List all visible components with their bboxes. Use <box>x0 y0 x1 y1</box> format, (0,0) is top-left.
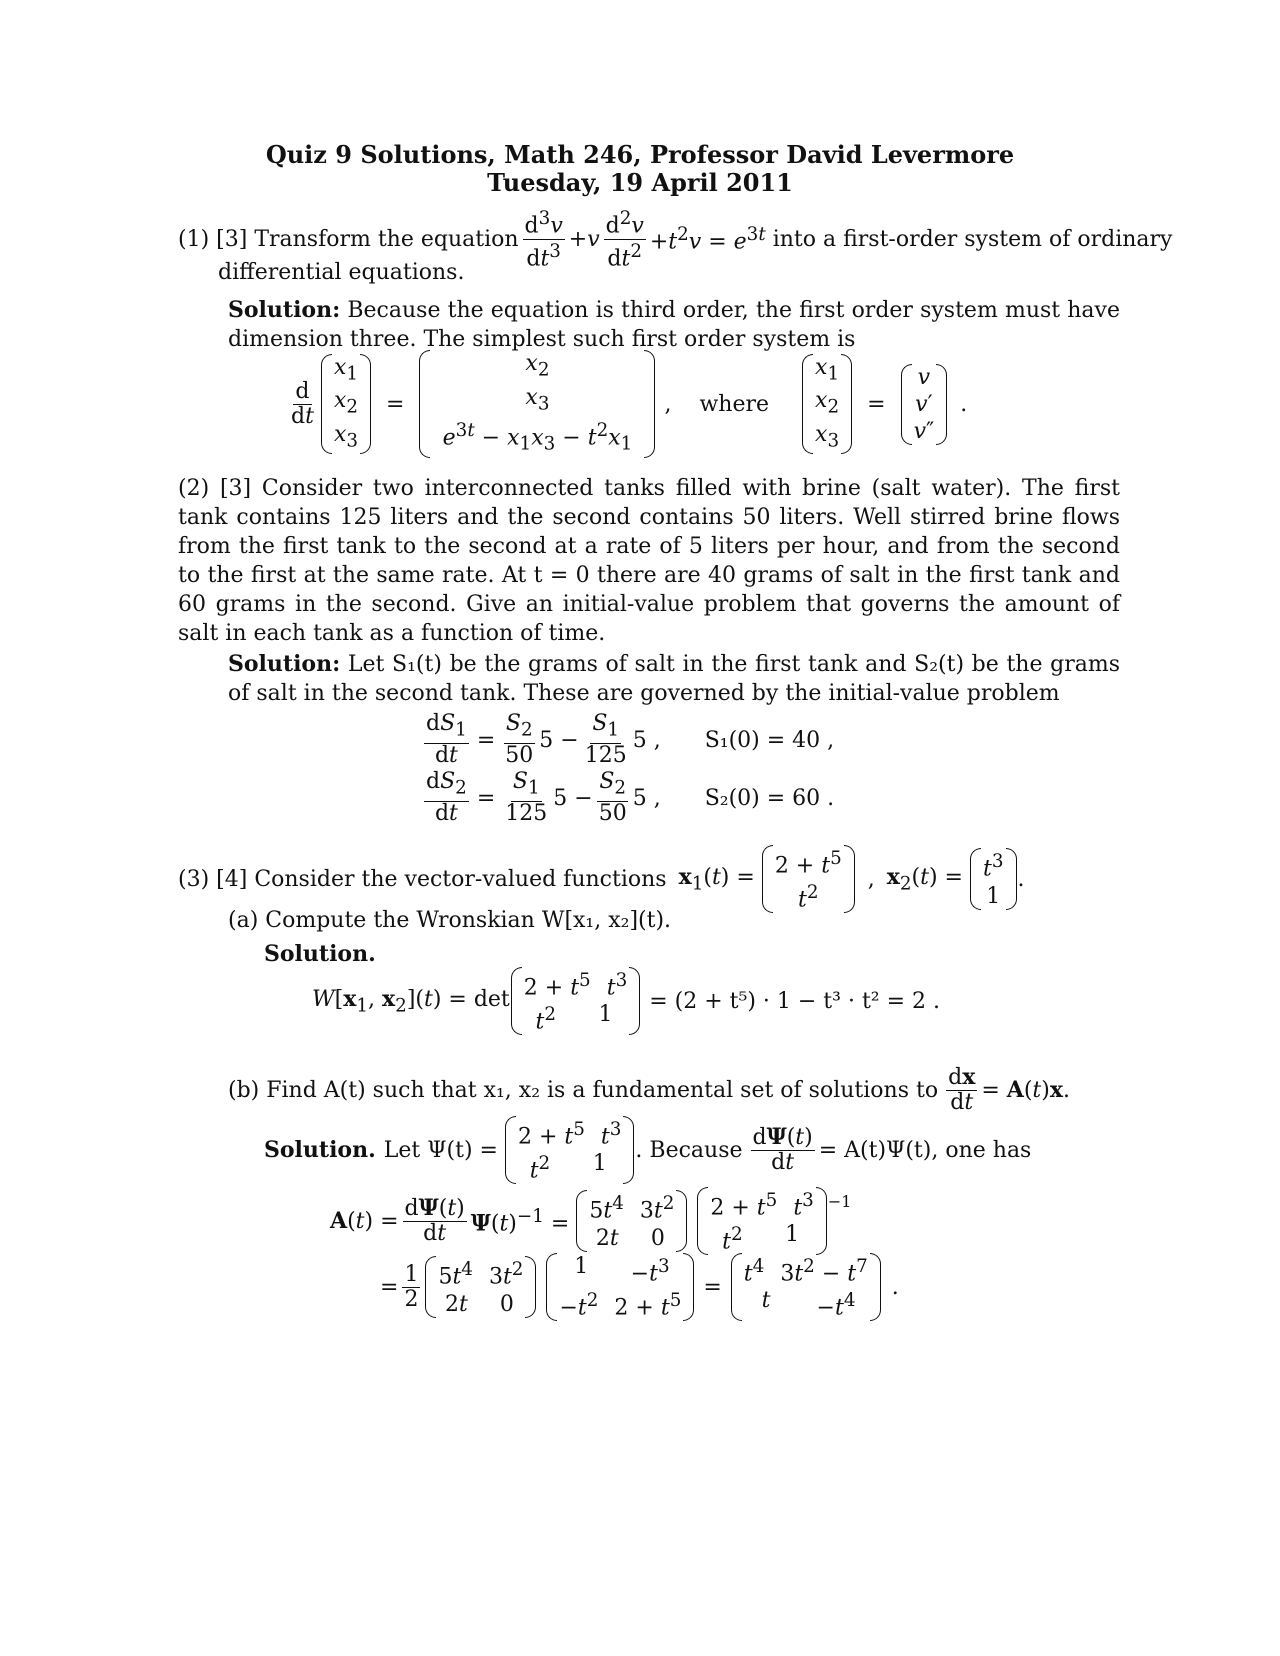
part-b-solution: Solution. <box>264 1137 376 1163</box>
first-order-system: $\frac{d}{dt}$ $x_1$ $x_2$ $x_3$ = $x_2$ $x_3$ $e^{3t} - x_1x_3 - t^2x_1$ , where $x_1$ $x_2$ $x_3$ = v v′ v″ . <box>285 360 967 448</box>
third-derivative: $\frac{d^3v}{dt^3}$ <box>524 208 563 271</box>
vector-v: v v′ v″ <box>900 364 949 445</box>
solution-text: Let S₁(t) be the grams of salt in the first tank and S₂(t) be the grams of salt in the second tank. These are governed by the initial-value problem <box>228 652 1120 706</box>
part-b: (b) Find A(t) such that x₁, x₂ is a fundamental set of solutions to <box>228 1077 939 1103</box>
page-title: Quiz 9 Solutions, Math 246, Professor David Levermore <box>265 140 1015 169</box>
part-a-solution: Solution. <box>264 941 376 967</box>
solution-label: Solution: <box>228 651 341 677</box>
problem3-line: (3) [4] Consider the vector-valued functions $x_1(t)$ = $2 + t^5$ $t^2$ , $x_2(t)$ = $t^3$ 1 . <box>178 850 1025 908</box>
problem2-statement: (2) [3] Consider two interconnected tanks filled with brine (salt water). The first tank contains 125 liters and the second contains 50 liters. Well stirred brine flows from the first tank to the second at a rate of 5 liters per hour, and from the second to the first at the same rate. At t = 0 there are 40 grams of salt in the first tank and 60 grams in the second. Give an initial-value problem that governs the amount of salt in each tank as a function of time. <box>178 476 1120 646</box>
initial-condition-1: S₁(0) = 40 , <box>704 727 835 753</box>
ivp-equation-1: $\frac{dS_1}{dt}$ = $\frac{S_2}{50}$ 5 − $\frac{S_1}{125}$ 5 , S₁(0) = 40 , <box>426 711 835 768</box>
part-b-line: (b) Find A(t) such that x₁, x₂ is a fundamental set of solutions to $\frac{dx}{dt}$ = A(t)x. <box>228 1064 1070 1115</box>
problem1-solution <box>228 296 1120 354</box>
problem1-line: (1) [3] Transform the equation $\frac{d^3v}{dt^3}$ +v $\frac{d^2v}{dt^2}$ $+t^2v = e^{3t}$ into a first-order system of ordinary <box>178 208 1173 271</box>
initial-condition-2: S₂(0) = 60 . <box>704 785 835 811</box>
ivp-equation-2: $\frac{dS_2}{dt}$ = $\frac{S_1}{125}$ 5 − $\frac{S_2}{50}$ 5 , S₂(0) = 60 . <box>426 769 835 826</box>
problem1-label: (1) [3] Transform the equation <box>178 226 519 252</box>
problem2-solution <box>228 650 1120 708</box>
problem1-line2: differential equations. <box>218 260 465 285</box>
part-a: (a) Compute the Wronskian W[x₁, x₂](t). <box>228 908 672 933</box>
problem1-tail: into a first-order system of ordinary <box>772 226 1173 252</box>
let-text: Let Ψ(t) = <box>383 1137 498 1163</box>
because-text: . Because <box>635 1137 743 1163</box>
wronskian-result: = (2 + t⁵) · 1 − t³ · t² = 2 . <box>649 988 941 1014</box>
vector-x: $x_1$ $x_2$ $x_3$ <box>320 354 372 454</box>
problem3-statement: (3) [4] Consider the vector-valued functions <box>178 866 667 892</box>
vector-rhs: $x_2$ $x_3$ $e^{3t} - x_1x_3 - t^2x_1$ <box>418 350 656 458</box>
where-text: where <box>699 391 770 417</box>
a-matrix-line-1: A(t) = $\frac{d\Psi(t)}{dt}$ $\Psi(t)^{-1}$ = $5t^4$ $3t^2$ 2t 0 $2 + t^5$ $t^3$ $t^2$ 1 −1 <box>330 1190 851 1252</box>
a-matrix-line-2: = $\frac{1}{2}$ $5t^4$ $3t^2$ 2t 0 1 $-t^3$ $-t^2$ $2 + t^5$ = $t^4$ $3t^2 - t^7$ t $-t^4$ . <box>380 1253 899 1321</box>
page-date: Tuesday, 19 April 2011 <box>487 168 793 197</box>
second-derivative: $\frac{d^2v}{dt^2}$ <box>605 208 644 271</box>
wronskian-equation: $W[x_1$, $x_2](t) = \det$ $2 + t^5$ $t^3$ $t^2$ 1 = (2 + t⁵) · 1 − t³ · t² = 2 . <box>312 970 940 1032</box>
part-b-solution-line: Solution. Let Ψ(t) = $2 + t^5$ $t^3$ $t^2$ 1 . Because $\frac{d\Psi(t)}{dt}$ = A(t)Ψ(t), one has <box>264 1120 1031 1180</box>
solution-text: Because the equation is third order, the first order system must have dimension three. The simplest such first order system is <box>228 298 1120 352</box>
one-has-text: = A(t)Ψ(t), one has <box>818 1137 1032 1163</box>
solution-label: Solution: <box>228 297 341 323</box>
